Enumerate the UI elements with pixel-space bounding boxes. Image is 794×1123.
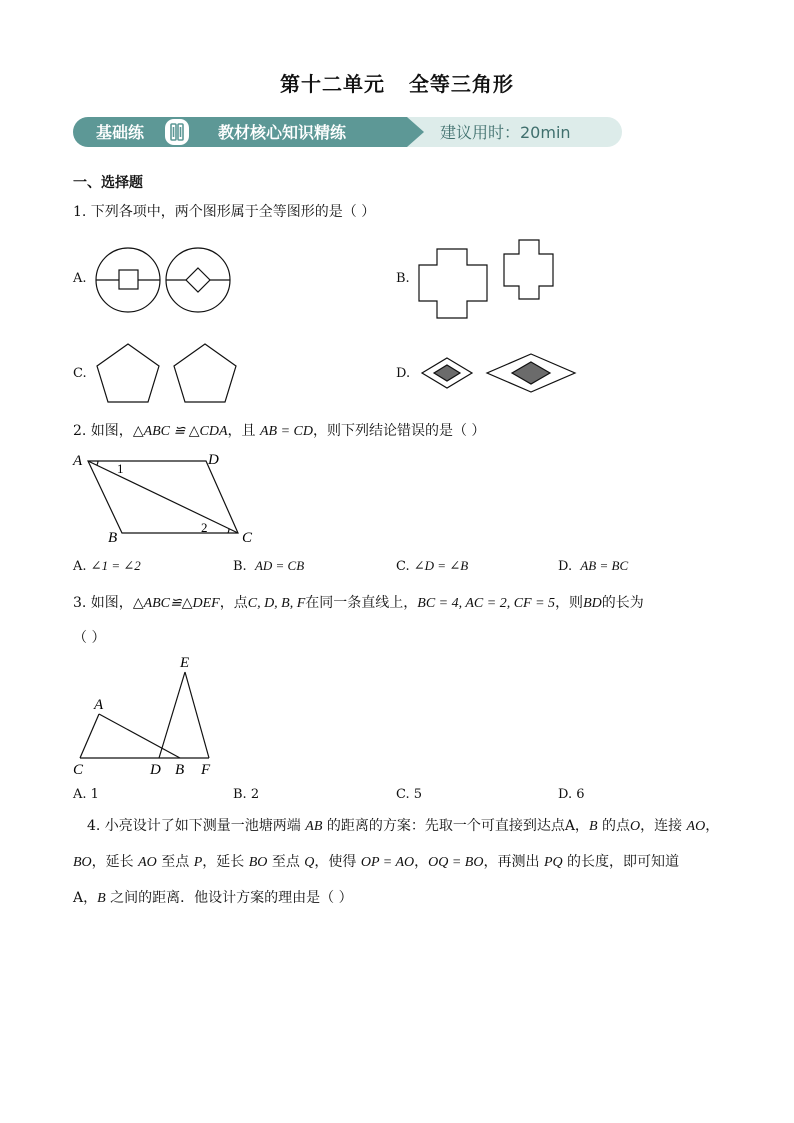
q2-option-b-letter: B. — [233, 559, 247, 574]
q2-stem-math1: △ABC ≌ △CDA — [132, 424, 228, 439]
q4-line2-b: 至点 — [156, 854, 194, 870]
q4-line2-e: ，使得 — [314, 854, 361, 870]
q4-line2-g: ，再测出 — [483, 854, 544, 870]
q4-line1-b: 的距离的方案：先取一个可直接到达点A， — [322, 818, 589, 834]
q2-stem-suffix: ，则下列结论错误的是（ ） — [312, 423, 486, 439]
q2-option-c — [396, 558, 468, 574]
q4-line2-m5: Q — [304, 855, 315, 870]
q4-line2-d: 至点 — [267, 854, 305, 870]
banner-time-label: 建议用时：20min — [440, 123, 571, 142]
section-title: 一、选择题 — [73, 175, 143, 191]
q4-line2-a: ，延长 — [91, 854, 139, 870]
q3-stem-mid2: 在同一条直线上， — [305, 595, 418, 611]
section-banner — [72, 116, 622, 148]
q1-option-a-figure — [94, 246, 234, 316]
q3-option-c: C. 5 — [396, 787, 423, 802]
q1-option-b-label: B. — [396, 271, 410, 286]
banner-left-label: 基础练 — [96, 123, 145, 142]
book-icon-bg — [165, 119, 189, 145]
q4-line1-e: ， — [705, 818, 720, 834]
q1-option-a-label: A. — [73, 271, 87, 286]
q4-line1-m2: B — [588, 819, 598, 834]
q4-line2-m7: OQ = BO — [428, 855, 484, 870]
q2-label-angle2: 2 — [201, 520, 208, 535]
q2-label-D: D — [208, 452, 219, 468]
q3-stem-suffix: 的长为 — [601, 595, 644, 611]
q2-label-angle1: 1 — [117, 461, 124, 476]
q2-option-d-letter: D. — [558, 559, 573, 574]
q3-stem-math3: BC = 4, AC = 2, CF = 5 — [417, 596, 556, 611]
q2-stem-prefix: 2. 如图， — [73, 423, 133, 439]
q4-line2-m1: BO — [73, 855, 92, 870]
q1-option-b-figure — [415, 238, 560, 323]
q3-stem-math1: △ABC≌△DEF — [132, 596, 220, 611]
q2-option-c-letter: C. — [396, 559, 410, 574]
q3-option-d: D. 6 — [558, 787, 585, 802]
q2-option-b-math: AD = CB — [254, 558, 305, 573]
q3-figure — [70, 654, 230, 778]
q1-stem: 1. 下列各项中，两个图形属于全等图形的是（ ） — [73, 204, 376, 220]
q1-option-d-figure — [419, 351, 579, 393]
q4-line1-d: ，连接 — [640, 818, 687, 834]
q4-line2-c: ，延长 — [202, 854, 249, 870]
q3-stem — [73, 593, 644, 614]
q3-stem-mid3: ，则 — [555, 595, 584, 611]
q2-option-a-letter: A. — [73, 559, 87, 574]
q2-option-d — [558, 558, 628, 574]
q3-stem-math4: BD — [583, 596, 602, 611]
q2-stem-mid: ，且 — [227, 423, 260, 439]
page-title: 第十二单元 全等三角形 — [280, 72, 514, 96]
banner-middle-label: 教材核心知识精练 — [218, 123, 347, 142]
q3-option-a: A. 1 — [73, 787, 99, 802]
q4-line2 — [73, 852, 679, 873]
q3-label-D: D — [150, 762, 161, 778]
q2-label-B: B — [108, 530, 118, 546]
q2-option-c-math: ∠D = ∠B — [413, 558, 469, 573]
q3-stem-prefix: 3. 如图， — [73, 595, 133, 611]
q3-stem-line2: （ ） — [73, 630, 106, 646]
q2-option-b — [233, 558, 304, 574]
q4-line2-m4: BO — [248, 855, 268, 870]
q4-line1-a: 4. 小亮设计了如下测量一池塘两端 — [87, 818, 306, 834]
q4-line2-f: ， — [414, 854, 429, 870]
q1-option-d-label: D. — [396, 366, 411, 381]
q4-line2-m3: P — [193, 855, 203, 870]
q3-stem-math2: C, D, B, F — [247, 596, 306, 611]
q2-option-a — [73, 558, 141, 574]
q4-line3-a: A， — [73, 890, 98, 906]
q3-label-C: C — [73, 762, 84, 778]
q4-line1-c: 的点 — [597, 818, 630, 834]
q4-line2-m2: AO — [138, 855, 157, 870]
q3-stem-mid1: ，点 — [219, 595, 248, 611]
q2-stem-math2: AB = CD — [259, 424, 313, 439]
q4-line1-m1: AB — [305, 819, 323, 834]
q1-option-c-label: C. — [73, 366, 87, 381]
q3-label-B: B — [175, 762, 185, 778]
q4-line2-h: 的长度，即可知道 — [562, 854, 680, 870]
q3-label-A: A — [94, 697, 104, 713]
q4-line1-m3: O — [629, 819, 641, 834]
q4-line3 — [73, 888, 353, 909]
q2-figure — [70, 448, 270, 546]
q2-option-a-math: ∠1 = ∠2 — [90, 558, 141, 573]
q2-label-C: C — [242, 530, 253, 546]
q3-option-b: B. 2 — [233, 787, 260, 802]
q4-line2-m8: PQ — [543, 855, 563, 870]
q4-line2-m6: OP = AO — [360, 855, 415, 870]
q4-line1-m4: AO — [686, 819, 706, 834]
q2-label-A: A — [73, 453, 83, 469]
q3-label-E: E — [180, 655, 190, 671]
q2-stem — [73, 421, 485, 442]
q2-option-d-math: AB = BC — [580, 558, 629, 573]
q4-line3-b: 之间的距离．他设计方案的理由是（ ） — [105, 890, 353, 906]
q1-option-c-figure — [94, 340, 244, 406]
q3-label-F: F — [201, 762, 211, 778]
q4-line1 — [87, 816, 719, 837]
q4-line3-m1: B — [97, 891, 106, 906]
